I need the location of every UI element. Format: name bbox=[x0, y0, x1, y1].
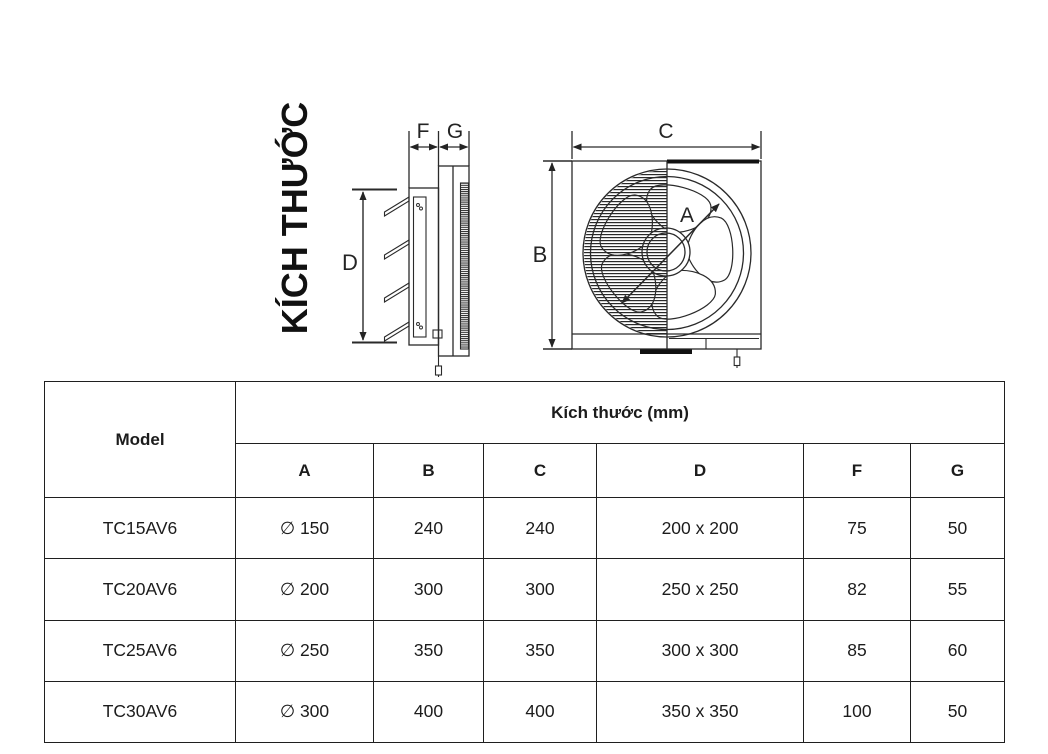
side-view bbox=[352, 131, 469, 377]
dim-g-cell: 55 bbox=[911, 559, 1005, 620]
dim-d-cell: 350 x 350 bbox=[597, 681, 804, 742]
column-header-a: A bbox=[236, 444, 374, 498]
pull-cord-side bbox=[436, 356, 442, 377]
dim-b-cell: 350 bbox=[374, 620, 484, 681]
dim-a-cell: ∅ 200 bbox=[236, 559, 374, 620]
dim-c-cell: 240 bbox=[484, 498, 597, 559]
dim-a-cell: ∅ 300 bbox=[236, 681, 374, 742]
table-row-tc15av6 bbox=[45, 498, 1005, 559]
model-cell: TC25AV6 bbox=[45, 620, 236, 681]
dim-b-cell: 240 bbox=[374, 498, 484, 559]
dim-c-cell: 300 bbox=[484, 559, 597, 620]
model-cell: TC15AV6 bbox=[45, 498, 236, 559]
screw-marks bbox=[417, 204, 423, 330]
table-row-tc25av6 bbox=[45, 620, 1005, 681]
dim-f-cell: 100 bbox=[804, 681, 911, 742]
column-header-g: G bbox=[911, 444, 1005, 498]
dim-label-a: A bbox=[679, 204, 695, 227]
louver-slats bbox=[385, 197, 410, 341]
dimensions-table bbox=[44, 381, 1005, 743]
section-title-kich-thuoc: KÍCH THƯỚC bbox=[274, 101, 315, 335]
model-cell: TC30AV6 bbox=[45, 681, 236, 742]
table-row-tc30av6 bbox=[45, 681, 1005, 742]
grille-hatch-side bbox=[461, 183, 469, 349]
column-header-model: Model bbox=[45, 382, 236, 498]
column-header-f: F bbox=[804, 444, 911, 498]
dim-c-cell: 350 bbox=[484, 620, 597, 681]
dim-f-cell: 85 bbox=[804, 620, 911, 681]
louver-slot bbox=[414, 197, 427, 337]
latch bbox=[433, 330, 442, 338]
group-header-dimensions: Kích thước (mm) bbox=[236, 382, 1005, 444]
dim-g-cell: 60 bbox=[911, 620, 1005, 681]
frame-top-bar bbox=[667, 160, 759, 164]
column-header-d: D bbox=[597, 444, 804, 498]
dim-b-cell: 300 bbox=[374, 559, 484, 620]
dim-g-cell: 50 bbox=[911, 498, 1005, 559]
dim-b-cell: 400 bbox=[374, 681, 484, 742]
dim-g-cell: 50 bbox=[911, 681, 1005, 742]
front-view bbox=[543, 131, 761, 368]
column-header-c: C bbox=[484, 444, 597, 498]
dim-d-cell: 250 x 250 bbox=[597, 559, 804, 620]
dim-label-f: F bbox=[416, 120, 430, 143]
dim-label-b: B bbox=[532, 242, 548, 267]
dim-f-cell: 82 bbox=[804, 559, 911, 620]
dim-label-g: G bbox=[446, 120, 464, 143]
dim-c-cell: 400 bbox=[484, 681, 597, 742]
pull-cord-front bbox=[734, 349, 740, 368]
dim-label-c: C bbox=[658, 120, 674, 143]
table-row-tc20av6 bbox=[45, 559, 1005, 620]
dim-label-d: D bbox=[342, 250, 358, 275]
column-header-b: B bbox=[374, 444, 484, 498]
dim-d-cell: 200 x 200 bbox=[597, 498, 804, 559]
dim-a-cell: ∅ 250 bbox=[236, 620, 374, 681]
model-cell: TC20AV6 bbox=[45, 559, 236, 620]
dim-a-cell: ∅ 150 bbox=[236, 498, 374, 559]
dim-d-cell: 300 x 300 bbox=[597, 620, 804, 681]
dim-f-cell: 75 bbox=[804, 498, 911, 559]
bottom-bar bbox=[640, 350, 692, 355]
